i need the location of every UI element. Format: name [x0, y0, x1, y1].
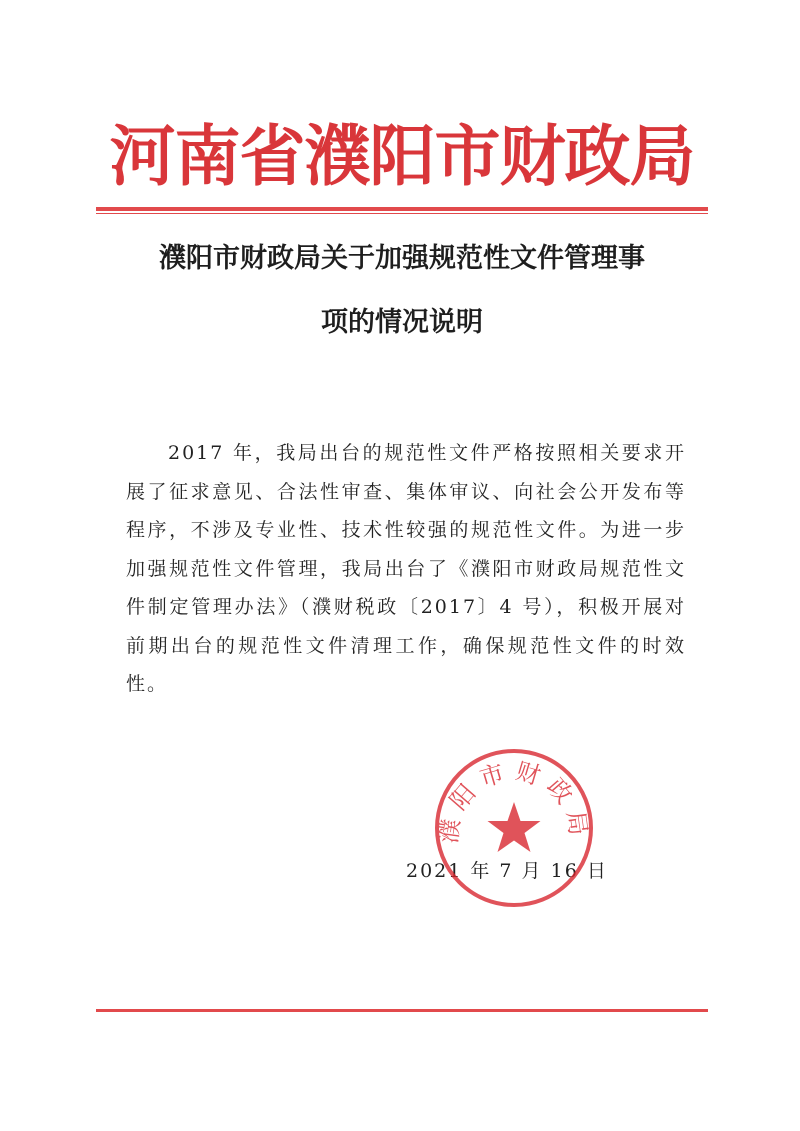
masthead-organization: 河南省濮阳市财政局: [109, 118, 695, 195]
body-paragraph: 2017 年，我局出台的规范性文件严格按照相关要求开展了征求意见、合法性审查、集体审议、向社会公开发布等程序，不涉及专业性、技术性较强的规范性文件。为进一步加强规范性文件管理，我局出台了《濮阳市财政局规范性文件制定管理办法》（濮财税政〔2017〕4 号），积极开展对前期出台的规范性文件清理工作，确保规范性文件的时效性。: [126, 442, 686, 695]
footer-rule: [96, 1009, 708, 1012]
masthead-rule-thin: [96, 213, 708, 214]
masthead-rule-thick: [96, 207, 708, 211]
signature-date: 2021 年 7 月 16 日: [406, 860, 608, 882]
svg-text:濮阳市财政局: 濮阳市财政局: [434, 756, 594, 845]
document-title-line-2: 项的情况说明: [321, 307, 483, 338]
body-text: [126, 434, 686, 704]
official-seal-stamp: [432, 746, 596, 910]
seal-star-icon: [488, 802, 541, 852]
document-title-line-1: 濮阳市财政局关于加强规范性文件管理事: [159, 243, 645, 274]
